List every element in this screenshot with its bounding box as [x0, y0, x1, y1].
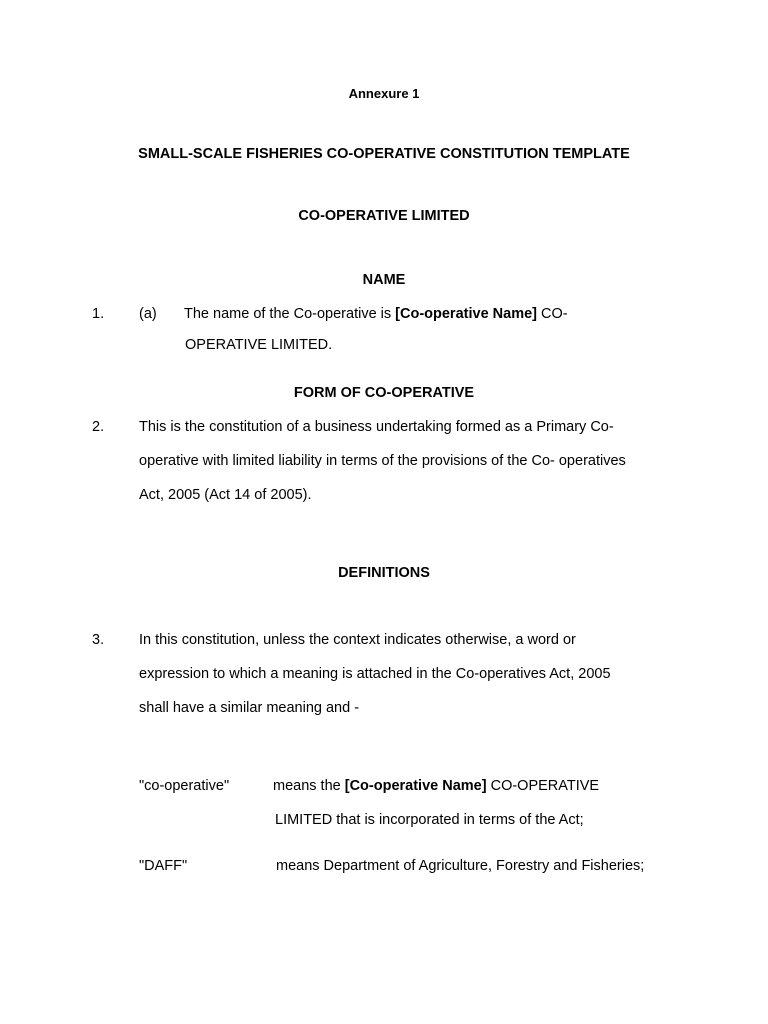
definition-term-daff: "DAFF" [139, 858, 188, 874]
definition-text-daff: means Department of Agriculture, Forestry and Fisheries; [276, 858, 645, 874]
definition-term-cooperative: "co-operative" [139, 778, 230, 794]
clause-2-line-2: operative with limited liability in terms of the provisions of the Co- operatives [139, 453, 626, 469]
clause-number-2: 2. [92, 419, 105, 435]
clause-number-3: 3. [92, 632, 105, 648]
clause-1a-placeholder: [Co-operative Name] [395, 306, 537, 322]
section-heading-form: FORM OF CO-OPERATIVE [293, 385, 475, 401]
clause-3-line-2: expression to which a meaning is attached in the Co-operatives Act, 2005 [139, 666, 611, 682]
section-heading-name: NAME [362, 272, 406, 288]
clause-1a-line-2: OPERATIVE LIMITED. [185, 337, 333, 353]
definition-text-cooperative-line-2: LIMITED that is incorporated in terms of the Act; [275, 812, 584, 828]
definition-cooperative-placeholder: [Co-operative Name] [344, 778, 487, 794]
clause-1a-text-pre: The name of the Co-operative is [184, 306, 396, 322]
document-subtitle: CO-OPERATIVE LIMITED [298, 208, 470, 224]
clause-3-line-1: In this constitution, unless the context indicates otherwise, a word or [139, 632, 576, 648]
clause-2-line-3: Act, 2005 (Act 14 of 2005). [139, 487, 312, 503]
clause-number-1: 1. [92, 306, 105, 322]
annexure-label: Annexure 1 [348, 86, 420, 101]
clause-2-line-1: This is the constitution of a business undertaking formed as a Primary Co- [139, 419, 614, 435]
definition-text-cooperative-line-1 [273, 778, 599, 794]
clause-1a-line-1 [184, 306, 568, 322]
clause-1a-text-post: CO- [536, 306, 568, 322]
clause-sub-label-a: (a) [139, 306, 157, 322]
document-title: SMALL-SCALE FISHERIES CO-OPERATIVE CONSTITUTION TEMPLATE [138, 146, 630, 162]
definition-cooperative-pre: means the [273, 778, 345, 794]
clause-3-line-3: shall have a similar meaning and - [139, 700, 360, 716]
section-heading-definitions: DEFINITIONS [338, 565, 430, 581]
definition-cooperative-post: CO-OPERATIVE [486, 778, 600, 794]
